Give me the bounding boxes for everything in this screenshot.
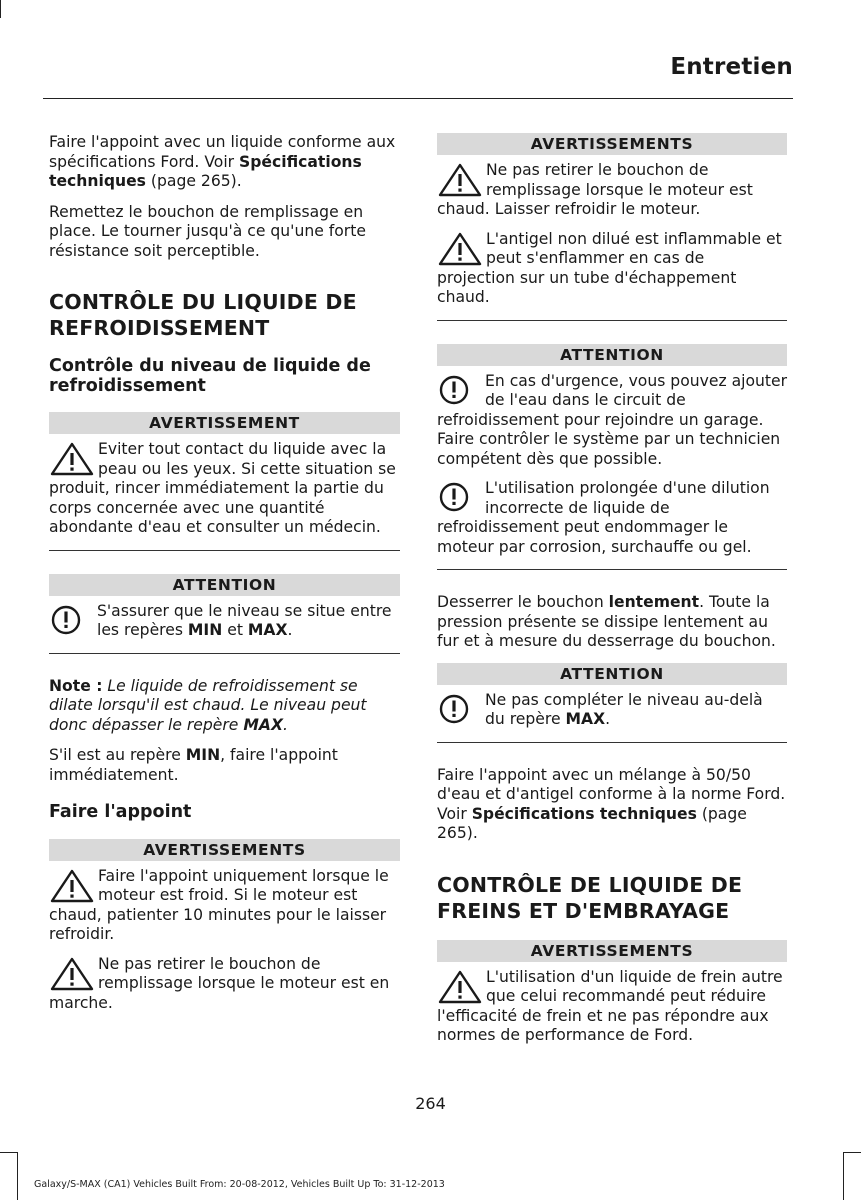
warning-text: Ne pas retirer le bouchon de remplissage lorsque le moteur est en marche. [49,954,390,1012]
warning-text: L'antigel non dilué est inflammable et peut s'enflammer en cas de projection sur un tube d'échappement chaud. [437,229,782,306]
attention-box [49,574,400,654]
warning-triangle-icon [49,869,95,903]
warning-text: Eviter tout contact du liquide avec la peau ou les yeux. Si cette situation se produit, rincer immédiatement la partie du corps concernée avec une quantité abondante d'eau et consulter un médecin. [49,440,396,536]
loosen-cap-paragraph [437,593,787,652]
spec-reference: Spécifications techniques [49,152,362,190]
min-paragraph [49,746,400,785]
page-title: Entretien [670,54,793,80]
text: Desserrer le bouchon [437,593,609,611]
warning-item [49,955,400,1014]
attention-item [49,602,400,641]
max-mark: MAX [565,710,606,728]
max-mark: MAX [247,621,288,639]
attention-circle-icon [437,374,477,406]
section-title-coolant: CONTRÔLE DU LIQUIDE DE REFROIDISSEMENT [49,290,357,340]
crop-mark [844,1152,861,1153]
text: Faire l'appoint avec un liquide conforme aux spécifications Ford. Voir [49,133,396,171]
text: (page 265). [437,804,747,842]
warning-text: Faire l'appoint uniquement lorsque le moteur est froid. Si le moteur est chaud, patienter 10 minutes pour le laisser refroidir. [49,866,389,943]
text: S'assurer que le niveau se situe entre les repères [97,601,392,639]
warning-triangle-icon [437,163,483,197]
note-text: Le liquide de refroidissement se dilate lorsqu'il est chaud. Le niveau peut donc dépasser le repère [49,676,367,734]
crop-mark [843,1152,844,1200]
attention-circle-icon [49,604,89,636]
attention-box [437,663,787,743]
left-column [49,133,400,1048]
attention-item [437,479,787,557]
attention-text: En cas d'urgence, vous pouvez ajouter de l'eau dans le circuit de refroidissement pour rejoindre un garage. Faire contrôler le système par un technicien compétent dès que possible. [437,371,788,468]
warnings-box [437,133,787,321]
warning-triangle-icon [49,957,95,991]
text: (page 265). [145,172,242,190]
text: Ne pas compléter le niveau au-delà du repère [485,690,763,728]
text: S'il est au repère [49,746,186,764]
box-header: ATTENTION [437,344,787,366]
intro-paragraph-2: Remettez le bouchon de remplissage en place. Le tourner jusqu'à ce qu'une forte résistance soit perceptible. [49,202,366,260]
section-title-brake-fluid: CONTRÔLE DE LIQUIDE DE FREINS ET D'EMBRAYAGE [437,872,743,923]
warnings-box [437,940,787,1058]
text: Faire l'appoint avec un mélange à 50/50 d'eau et d'antigel conforme à la norme Ford. Voir [437,765,786,823]
page-header [43,54,793,99]
box-header: AVERTISSEMENT [49,412,400,434]
warning-item [49,440,400,538]
right-column [437,133,787,1081]
page-number: 264 [415,1094,446,1113]
crop-mark [0,0,1,18]
warning-text: L'utilisation d'un liquide de frein autre que celui recommandé peut réduire l'efficacité de frein et ne pas répondre aux normes de performance de Ford. [437,967,783,1044]
warning-triangle-icon [49,442,95,476]
box-header: AVERTISSEMENTS [437,133,787,155]
text: . [287,621,293,639]
box-header: AVERTISSEMENTS [49,839,400,861]
text: . Toute la pression présente se dissipe lentement au fur et à mesure du desserrage du bouchon. [437,593,776,650]
intro-paragraph-1 [49,133,400,192]
box-header: ATTENTION [49,574,400,596]
warnings-box [49,839,400,1026]
text: . [282,715,288,734]
text: . [605,710,611,728]
warning-item [437,968,787,1046]
warning-item [49,867,400,945]
warning-text: Ne pas retirer le bouchon de remplissage lorsque le moteur est chaud. Laisser refroidir le moteur. [437,161,753,218]
warning-triangle-icon [437,970,483,1004]
attention-item [437,372,787,470]
note-paragraph [49,677,400,736]
spec-reference: Spécifications techniques [471,804,697,823]
max-mark: MAX [243,715,283,734]
min-mark: MIN [185,746,221,764]
attention-item [437,691,787,730]
box-header: AVERTISSEMENTS [437,940,787,962]
warning-item [437,161,787,220]
crop-mark [17,1152,18,1200]
attention-circle-icon [437,693,477,725]
text: , faire l'appoint immédiatement. [49,746,338,784]
attention-text: L'utilisation prolongée d'une dilution incorrecte de liquide de refroidissement peut endommager le moteur par corrosion, surchauffe ou gel. [437,479,770,556]
warning-box [49,412,400,551]
emphasis: lentement [608,593,700,611]
subsection-title-topup: Faire l'appoint [49,802,192,822]
mix-paragraph [437,766,787,844]
warning-triangle-icon [437,232,483,266]
min-mark: MIN [187,621,223,639]
text: et [222,621,248,639]
note-label: Note : [49,676,103,695]
box-header: ATTENTION [437,663,787,685]
subsection-title-coolant-level: Contrôle du niveau de liquide de refroidissement [49,356,371,396]
warning-item [437,230,787,308]
footer-text: Galaxy/S-MAX (CA1) Vehicles Built From: 20-08-2012, Vehicles Built Up To: 31-12-2013 [34,1179,445,1190]
crop-mark [0,1152,17,1153]
attention-box [437,344,787,571]
attention-circle-icon [437,481,477,513]
